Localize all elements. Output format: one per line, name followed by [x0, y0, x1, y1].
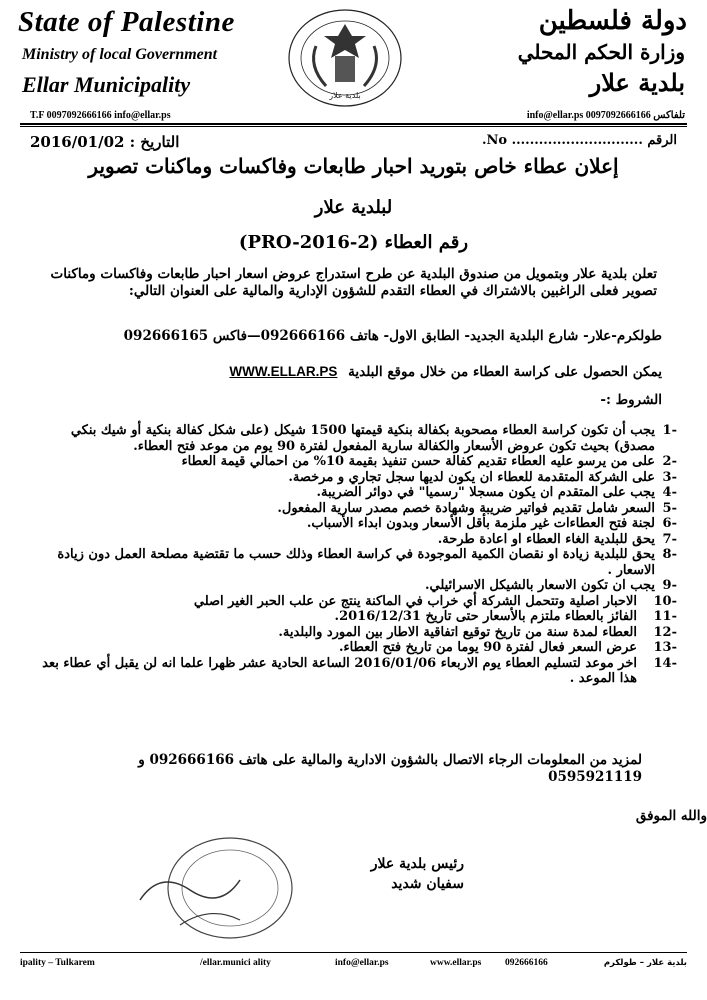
- footer-location: ipality – Tulkarem: [20, 958, 95, 968]
- list-item: -11 الفائز بالعطاء ملتزم بالأسعار حتى تاريخ 2016/12/31.: [334, 609, 677, 624]
- emblem-label: بلدية علار: [329, 91, 361, 100]
- website-link[interactable]: WWW.ELLAR.PS: [229, 364, 338, 379]
- more-info: لمزيد من المعلومات الرجاء الاتصال بالشؤون الادارية والمالية على هاتف 092666166 و 0595921119: [138, 752, 642, 785]
- arabic-municipality-title: بلدية علار: [589, 68, 685, 97]
- list-item: -1 يجب أن تكون كراسة العطاء مصحوبة بكفالة بنكية قيمتها 1500 شيكل (على شكل كفالة بنكية أو شيك بنكي مصدق) بحيث تكون عروض الأسعار والكفالة سارية المفعول لفترة 90 يوم من موعد فتح العطاء.: [70, 423, 677, 454]
- english-ministry-title: Ministry of local Government: [22, 46, 218, 63]
- obtain-line: [52, 363, 662, 381]
- list-item: -10 الاحبار اصلية وتتحمل الشركة أي خراب في الماكنة ينتج عن علب الحبر الغير اصلي: [193, 593, 677, 609]
- conditions-title: الشروط :-: [600, 392, 662, 408]
- list-item: -3 على الشركة المتقدمة للعطاء ان يكون لديها سجل تجاري و مرخصة.: [288, 469, 677, 485]
- footer-facebook: /ellar.munici ality: [200, 958, 271, 968]
- footer-phone: 092666166: [505, 958, 548, 968]
- list-item: -5 السعر شامل تقديم فواتير ضريبة وشهادة خصم مصدر سارية المفعول.: [277, 500, 677, 516]
- footer-website: www.ellar.ps: [430, 958, 482, 968]
- conditions-list: [27, 423, 677, 687]
- tender-number: رقم العطاء (2-PRO-2016): [238, 232, 469, 253]
- header-divider-thin: [20, 126, 687, 127]
- footer-divider: [20, 952, 687, 953]
- signer-name: سفيان شديد: [391, 876, 464, 892]
- municipality-heading: لبلدية علار: [314, 197, 393, 218]
- list-item: -8 يحق للبلدية زيادة او نقصان الكمية الموجودة في كراسة العطاء وذلك حسب ما تقتضية مصلحة العمل دون زيادة الاسعار .: [57, 547, 677, 578]
- document-number: الرقم ............................. No.: [481, 133, 677, 148]
- address-line: طولكرم-علار- شارع البلدية الجديد- الطابق الاول- هاتف 092666166—فاكس 092666165: [123, 328, 662, 344]
- closing-phrase: والله الموفق: [635, 808, 707, 824]
- english-state-title: State of Palestine: [18, 6, 235, 38]
- intro-paragraph: تعلن بلدية علار وبتمويل من صندوق البلدية عن طرح استدراج عروض اسعار احبار طابعات وفاكسات وماكنات تصوير فعلى الراغبين بالاشتراك في العطاء التقدم للشؤون الإدارية والمالية على العنوان التالي:: [50, 266, 657, 299]
- list-item: -4 يجب على المتقدم ان يكون مسجلا "رسميا" في دوائر الضريبة.: [316, 485, 677, 500]
- contact-right: info@ellar.ps 0097092666166 تلفاكس: [526, 110, 685, 121]
- signer-title: رئيس بلدية علار: [370, 856, 464, 872]
- obtain-text: يمكن الحصول على كراسة العطاء من خلال موقع البلدية: [348, 364, 662, 380]
- header-divider: [20, 123, 687, 125]
- footer-email: info@ellar.ps: [335, 958, 389, 968]
- list-item: -9 يجب ان تكون الاسعار بالشيكل الاسرائيلي.: [424, 578, 677, 593]
- arabic-ministry-title: وزارة الحكم المحلي: [517, 40, 685, 64]
- list-item: -14 اخر موعد لتسليم العطاء يوم الاربعاء 2016/01/06 الساعة الحادية عشر ظهرا علما انه لن يقبل أي عطاء بعد هذا الموعد .: [42, 655, 677, 686]
- document-date: التاريخ : 2016/01/02: [30, 133, 180, 151]
- list-item: -6 لجنة فتح العطاءات غير ملزمة بأقل الأسعار وبدون ابداء الأسباب.: [306, 516, 677, 531]
- footer-arabic-location: بلدية علار – طولكرم: [603, 958, 687, 968]
- palestine-emblem-icon: [286, 6, 404, 110]
- list-item: -13 عرض السعر فعال لفترة 90 يوما من تاريخ فتح العطاء.: [338, 640, 677, 655]
- english-municipality-title: Ellar Municipality: [22, 72, 191, 97]
- list-item: -12 العطاء لمدة سنة من تاريخ توقيع اتفاقية الاطار بين المورد والبلدية.: [278, 624, 677, 640]
- list-item: -2 على من يرسو عليه العطاء تقديم كفالة حسن تنفيذ بقيمة 10% من احمالي قيمة العطاء: [181, 454, 677, 469]
- arabic-state-title: دولة فلسطين: [538, 6, 687, 36]
- announcement-title: إعلان عطاء خاص بتوريد احبار طابعات وفاكسات وماكنات تصوير: [88, 154, 619, 178]
- list-item: -7 يحق للبلدية الغاء العطاء او اعادة طرحة.: [437, 531, 677, 547]
- contact-left: T.F 0097092666166 info@ellar.ps: [30, 110, 171, 121]
